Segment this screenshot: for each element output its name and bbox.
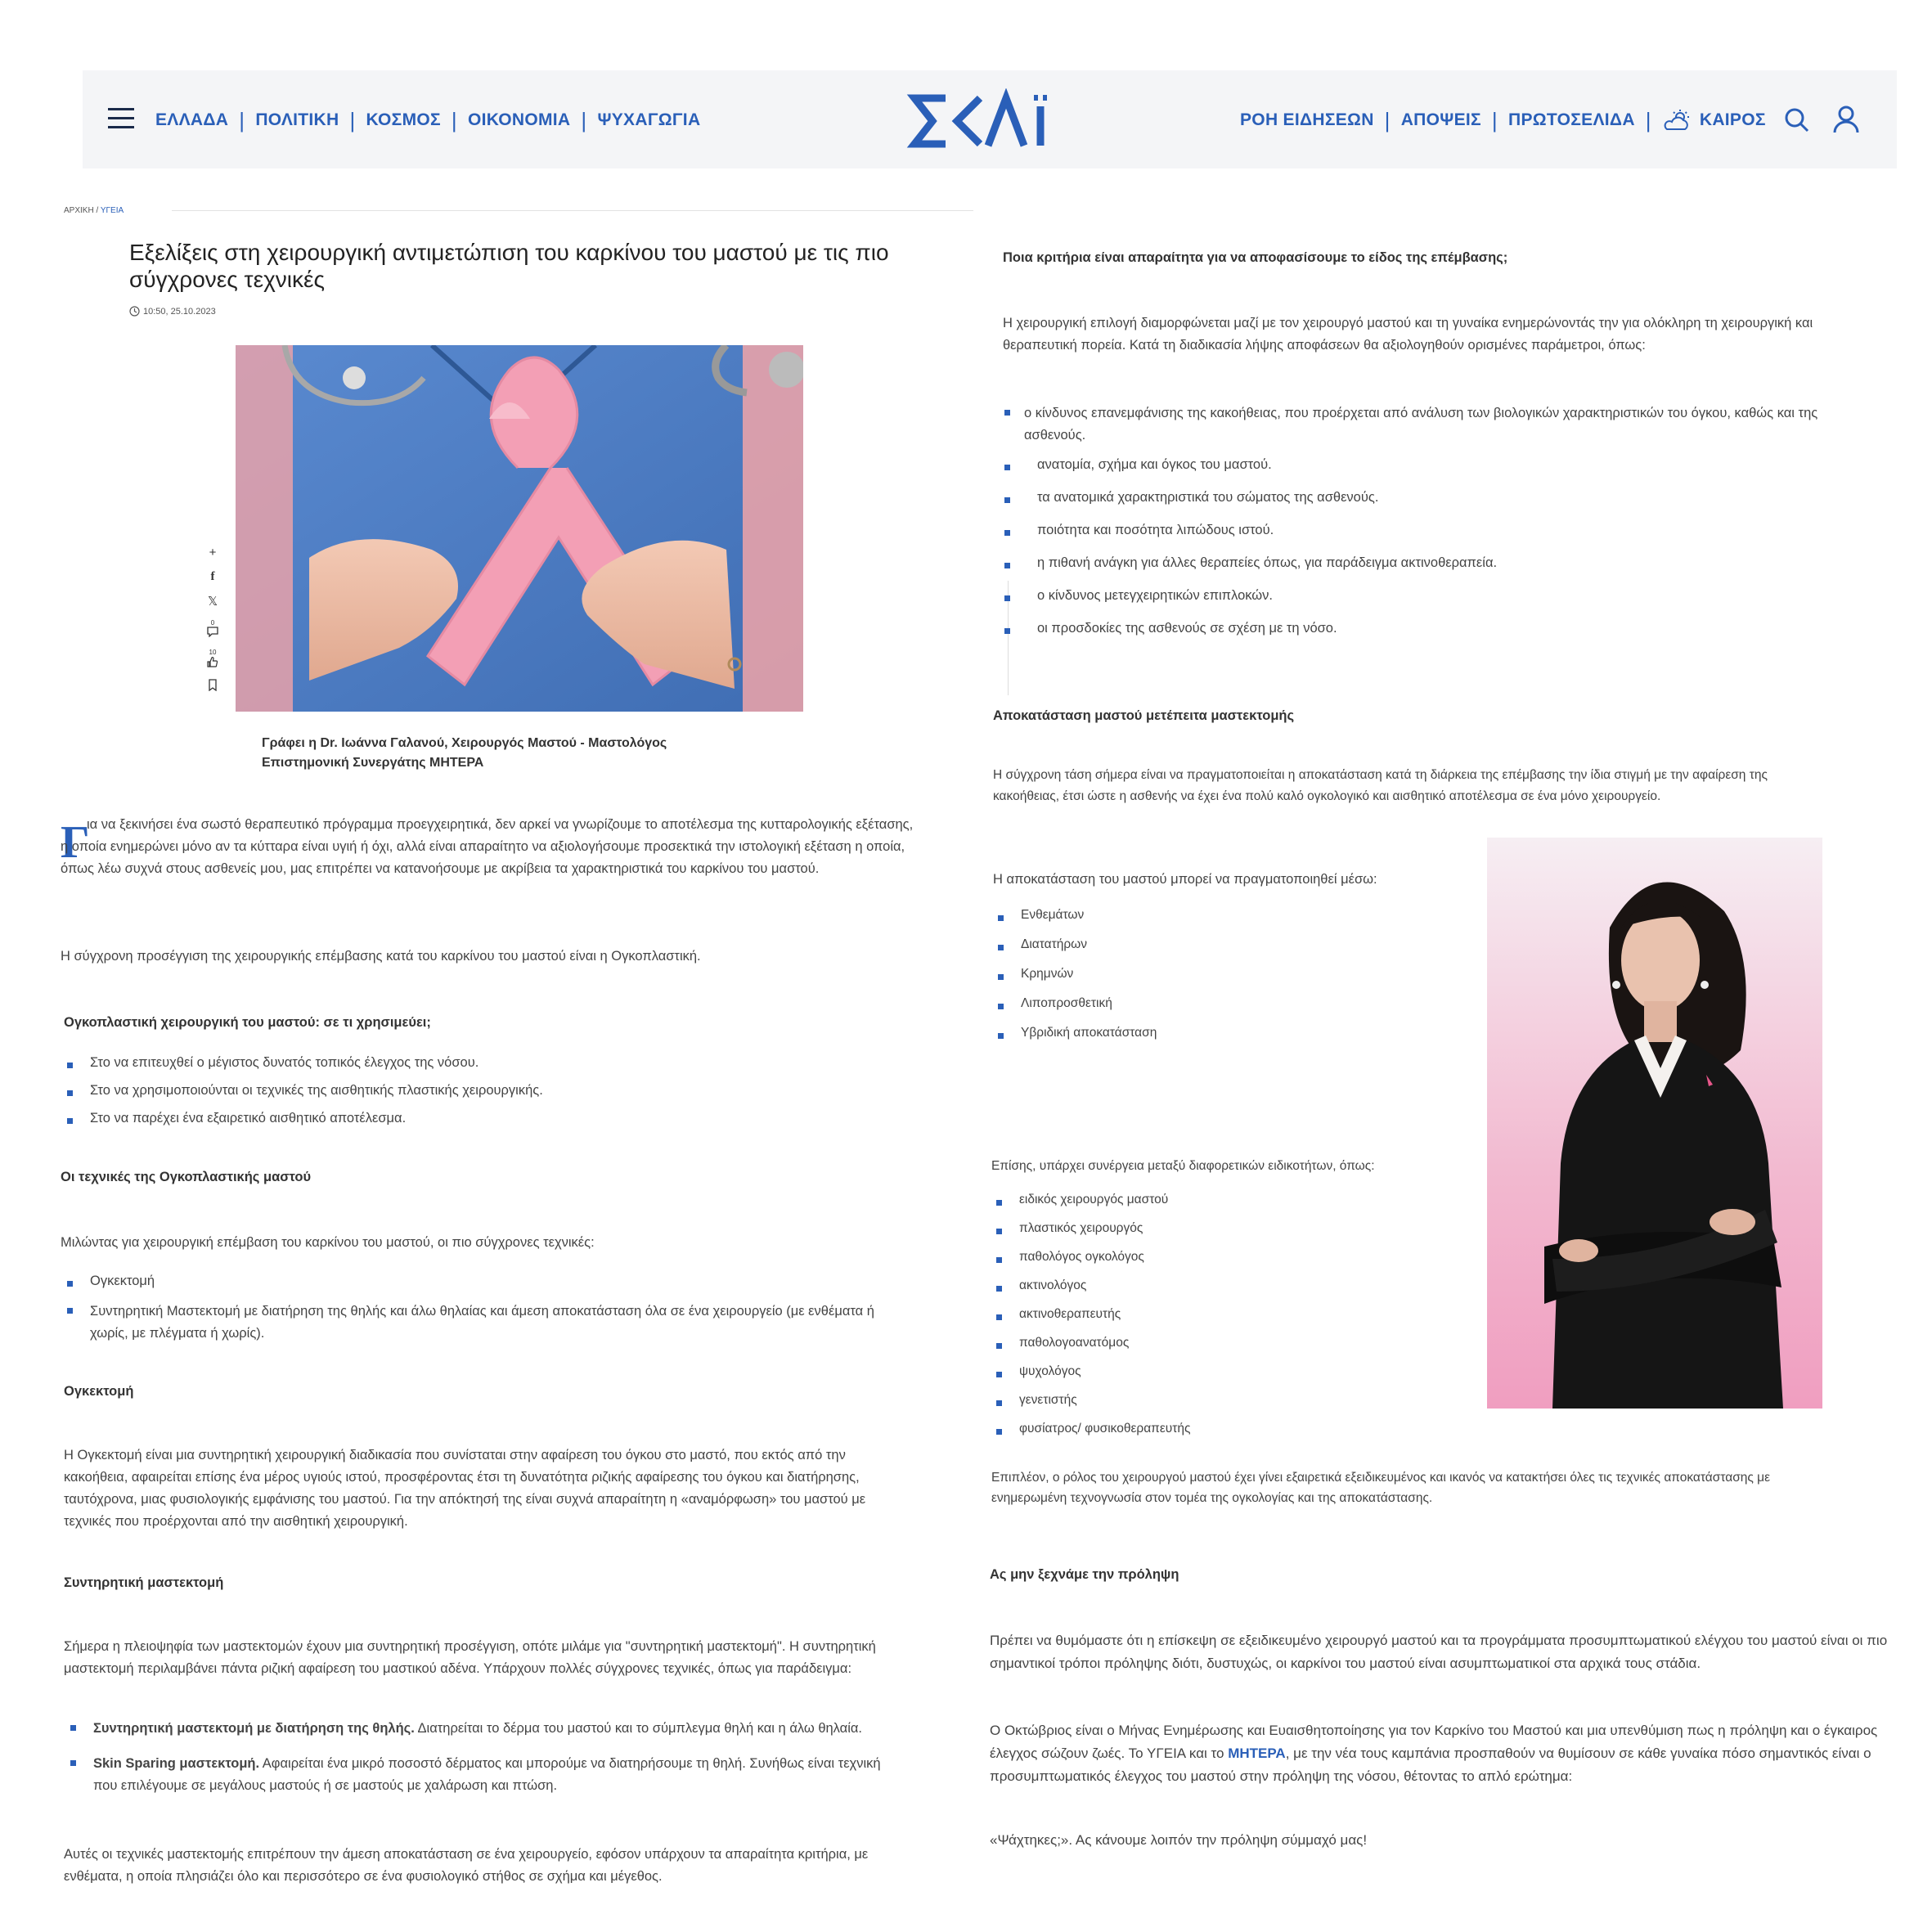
list-item: η πιθανή ανάγκη για άλλες θεραπείες όπως, για παράδειγμα ακτινοθεραπεία. — [1001, 555, 1844, 571]
recon-methods-paragraph: Η αποκατάσταση του μαστού μπορεί να πραγματοποιηθεί μέσω: — [993, 872, 1377, 887]
list-item: παθολογοανατόμος — [993, 1336, 1190, 1350]
list-item: Διατατήρων — [995, 937, 1157, 952]
article-title: Εξελίξεις στη χειρουργική αντιμετώπιση του καρκίνου του μαστού με τις πιο σύγχρονες τεχνικές — [129, 240, 889, 292]
secondary-nav: ΡΟΗ ΕΙΔΗΣΕΩΝ | ΑΠΟΨΕΙΣ | ΠΡΩΤΟΣΕΛΙΔΑ | ΚΑΙΡΟΣ — [1240, 107, 1766, 133]
list-item: ψυχολόγος — [993, 1364, 1190, 1379]
october-paragraph — [990, 1719, 1889, 1788]
heading-lumpectomy: Ογκεκτομή — [64, 1384, 134, 1399]
list-item: Στο να επιτευχθεί ο μέγιστος δυνατός τοπικός έλεγχος της νόσου. — [64, 1055, 931, 1071]
nav-politics[interactable]: ΠΟΛΙΤΙΚΗ — [255, 110, 339, 129]
conservative-paragraph: Σήμερα η πλειοψηφία των μαστεκτομών έχουν μια συντηρητική προσέγγιση, οπότε μιλάμε για "συντηρητική μαστεκτομή". Η συντηρητική μαστεκτομή περιλαμβάνει πάντα ριζική αφαίρεση του μαστικού αδένα. Υπάρχουν πολλές σύγχρονες τεχνικές, όπως για παράδειγμα: — [64, 1639, 876, 1676]
item-bold: Συντηρητική μαστεκτομή με διατήρηση της θηλής. — [93, 1721, 415, 1736]
list-item: παθολόγος ογκολόγος — [993, 1250, 1190, 1265]
list-item: Κρημνών — [995, 967, 1157, 982]
user-icon[interactable] — [1832, 105, 1860, 134]
list-item: Λιποπροσθετική — [995, 996, 1157, 1011]
list-item — [67, 1753, 901, 1797]
list-item: Στο να παρέχει ένα εξαιρετικό αισθητικό αποτέλεσμα. — [64, 1111, 931, 1126]
intro-paragraph: ια να ξεκινήσει ένα σωστό θεραπευτικό πρόγραμμα προεγχειρητικά, δεν αρκεί να γνωρίζουμε το αποτέλεσμα της κυτταρολογικής εξέτασης, η οποία ενημερώνει μόνο αν τα κύτταρα είναι υγιή ή όχι, αλλά είναι απαραίτητο να αξιολογήσουμε προσεκτικά την ιστολογική εξέταση η οποία, όπως λέω συχνά στους ασθενείς μου, μας επιτρέπει να κατανοήσουμε με ακρίβεια τα χαρακτηριστικά του καρκίνου του μαστού. — [61, 817, 914, 876]
datetime-text: 10:50, 25.10.2023 — [143, 306, 216, 317]
item-bold: Skin Sparing μαστεκτομή. — [93, 1756, 260, 1771]
item-text: Διατηρείται το δέρμα του μαστού και το σύμπλεγμα θηλή και η άλω θηλαία. — [414, 1721, 863, 1736]
divider — [172, 210, 973, 211]
synergy-paragraph: Επίσης, υπάρχει συνέργεια μεταξύ διαφορετικών ειδικοτήτων, όπως: — [991, 1159, 1375, 1173]
list-item: ακτινολόγος — [993, 1278, 1190, 1293]
conservative-list — [67, 1718, 901, 1797]
mitera-link[interactable]: ΜΗΤΕΡΑ — [1228, 1746, 1286, 1761]
caption-affiliation: Επιστημονική Συνεργάτης ΜΗΤΕΡΑ — [262, 756, 484, 770]
list-item: ο κίνδυνος επανεμφάνισης της κακοήθειας, που προέρχεται από ανάλυση των βιολογικών χαρακτηριστικών του όγκου, καθώς και της ασθενούς. — [1001, 402, 1844, 447]
nav-greece[interactable]: ΕΛΛΑΔΑ — [155, 110, 229, 129]
list-item: Ογκεκτομή — [64, 1274, 914, 1289]
nav-economy[interactable]: ΟΙΚΟΝΟΜΙΑ — [467, 110, 571, 129]
heading-reconstruction: Αποκατάσταση μαστού μετέπειτα μαστεκτομής — [993, 708, 1295, 723]
list-item: Ενθεμάτων — [995, 908, 1157, 923]
closing-paragraph: «Ψάχτηκες;». Ας κάνουμε λοιπόν την πρόληψη σύμμαχό μας! — [990, 1832, 1368, 1848]
list-item: πλαστικός χειρουργός — [993, 1221, 1190, 1236]
nav-newsfeed[interactable]: ΡΟΗ ΕΙΔΗΣΕΩΝ — [1240, 110, 1374, 129]
heading-conservative: Συντηρητική μαστεκτομή — [64, 1575, 224, 1590]
lumpectomy-paragraph: Η Ογκεκτομή είναι μια συντηρητική χειρουργική διαδικασία που συνίσταται στην αφαίρεση του όγκου στο μαστό, που εκτός από την κακοήθεια, αφαιρείται επίσης ένα μέρος υγιούς ιστού, προσφέροντας έτσι τη δυνατότητα ριζικής αφαίρεσης του όγκου και διατήρησης, ταυτόχρονα, μιας φυσιολογικής εμφάνισης του μαστού. Για την απόκτησή της είναι συχνά απαραίτητη η «αναμόρφωση» του μαστού με τεχνικές που προέρχονται από την αισθητική χειρουργική. — [64, 1448, 866, 1529]
likes-count: 10 — [209, 648, 217, 656]
breadcrumb-home[interactable]: ΑΡΧΙΚΗ — [64, 206, 94, 215]
criteria-list — [1001, 402, 1844, 636]
heading-prevention: Ας μην ξεχνάμε την πρόληψη — [990, 1567, 1179, 1582]
list-item: ο κίνδυνος μετεγχειρητικών επιπλοκών. — [1001, 588, 1844, 604]
breadcrumb — [64, 206, 124, 215]
list-item: ποιότητα και ποσότητα λιπώδους ιστού. — [1001, 523, 1844, 538]
list-item: Συντηρητική Μαστεκτομή με διατήρηση της θηλής και άλω θηλαίας και άμεση αποκατάσταση όλα σε ένα χειρουργείο (με ενθέματα ή χωρίς, με πλέγματα ή χωρίς). — [64, 1301, 914, 1345]
list-item: Στο να χρησιμοποιούνται οι τεχνικές της αισθητικής πλαστικής χειρουργικής. — [64, 1083, 931, 1099]
list-item: ανατομία, σχήμα και όγκος του μαστού. — [1001, 457, 1844, 473]
hero-image-pink-ribbon — [236, 345, 803, 712]
heading-criteria: Ποια κριτήρια είναι απαραίτητα για να αποφασίσουμε το είδος της επέμβασης; — [1003, 250, 1508, 265]
heading-oncoplastic: Ογκοπλαστική χειρουργική του μαστού: σε τι χρησιμεύει; — [64, 1015, 431, 1030]
nav-world[interactable]: ΚΟΣΜΟΣ — [366, 110, 441, 129]
hand-icon — [207, 656, 218, 667]
item-text: Αφαιρείται ένα μικρό ποσοστό δέρματος και μπορούμε να διατηρήσουμε τη θηλή. Συνήθως είναι τεχνική που επιλέγουμε σε μεγάλους μαστούς ή σε μαστούς με χαλάρωση και πτώση. — [93, 1756, 881, 1793]
article-datetime — [129, 306, 216, 317]
plus-icon[interactable]: + — [209, 545, 217, 559]
x-icon[interactable]: 𝕏 — [207, 595, 218, 609]
list-item: ακτινοθεραπευτής — [993, 1307, 1190, 1322]
comment-icon — [207, 627, 218, 637]
techniques-paragraph: Μιλώντας για χειρουργική επέμβαση του καρκίνου του μαστού, οι πιο σύγχρονες τεχνικές: — [61, 1235, 595, 1250]
list-item: Υβριδική αποκατάσταση — [995, 1026, 1157, 1040]
techniques-list — [64, 1274, 914, 1345]
role-paragraph: Επιπλέον, ο ρόλος του χειρουργού μαστού έχει γίνει εξαιρετικά εξειδικευμένος και ικανός να κατακτήσει όλες τις τεχνικές αποκατάστασης με ενημερωμένη τεχνογνωσία στον τομέα της ογκολογίας και της αποκατάστασης. — [991, 1471, 1770, 1505]
list-item: τα ανατομικά χαρακτηριστικά του σώματος της ασθενούς. — [1001, 490, 1844, 505]
image-caption — [262, 734, 753, 773]
october-text-b: , με την νέα τους καμπάνια προσπαθούν να θυμίσουν σε κάθε γυναίκα πόσο σημαντικός είναι ο προσυμπτωματικός έλεγχος του μαστού στην πρόληψη της νόσου, θέτοντας το απλό ερώτημα: — [990, 1746, 1871, 1784]
heading-techniques: Οι τεχνικές της Ογκοπλαστικής μαστού — [61, 1170, 312, 1184]
weather-icon — [1662, 109, 1695, 132]
nav-weather[interactable] — [1662, 109, 1766, 132]
nav-opinions[interactable]: ΑΠΟΨΕΙΣ — [1400, 110, 1481, 129]
comments-button[interactable] — [203, 613, 222, 643]
criteria-paragraph: Η χειρουργική επιλογή διαμορφώνεται μαζί με τον χειρουργό μαστού και τη γυναίκα ενημερώνοντάς την για ολόκληρη τη χειρουργική και θεραπευτική πορεία. Κατά τη διαδικασία λήψης αποφάσεων θα αξιολογηθούν ορισμένες παράμετροι, όπως: — [1003, 316, 1813, 353]
weather-label: ΚΑΙΡΟΣ — [1699, 110, 1766, 129]
search-icon[interactable] — [1783, 106, 1811, 134]
recon-methods-list — [995, 908, 1157, 1040]
approach-paragraph: Η σύγχρονη προσέγγιση της χειρουργικής επέμβασης κατά του καρκίνου του μαστού είναι η Ογκοπλαστική. — [61, 949, 701, 964]
breadcrumb-separator: / — [96, 206, 99, 215]
list-item: φυσίατρος/ φυσικοθεραπευτής — [993, 1422, 1190, 1436]
list-item — [67, 1718, 901, 1740]
synergy-list — [993, 1193, 1190, 1436]
skai-logo[interactable] — [906, 88, 1070, 154]
prevention-paragraph: Πρέπει να θυμόμαστε ότι η επίσκεψη σε εξειδικευμένο χειρουργό μαστού και τα προγράμματα προσυμπτωματικού ελέγχου του μαστού είναι οι πιο σημαντικοί τρόποι πρόληψης διότι, δυστυχώς, οι καρκίνοι του μαστού είναι ασυμπτωματικοί στα αρχικά τους στάδια. — [990, 1633, 1888, 1671]
reconstruction-paragraph: Η σύγχρονη τάση σήμερα είναι να πραγματοποιείται η αποκατάσταση κατά τη διάρκεια της επέμβασης την ίδια στιγμή με την αφαίρεση της κακοήθειας, έτσι ώστε η ασθενής να έχει ένα πολύ καλό ογκολογικό και αισθητικό αποτέλεσμα σε ένα μόνο χειρουργείο. — [993, 768, 1768, 803]
main-nav: ΕΛΛΑΔΑ | ΠΟΛΙΤΙΚΗ | ΚΟΣΜΟΣ | ΟΙΚΟΝΟΜΙΑ | ΨΥΧΑΓΩΓΙΑ — [155, 107, 701, 133]
facebook-icon[interactable]: f — [210, 569, 215, 583]
conservative-end-paragraph: Αυτές οι τεχνικές μαστεκτομής επιτρέπουν την άμεση αποκατάσταση σε ένα χειρουργείο, εφόσον υπάρχουν τα απαραίτητα κριτήρια, με ενθέματα, η οποία πλησιάζει όλο και περισσότερο σε ένα φυσιολογικό στήθος σε σχήμα και μέγεθος. — [64, 1847, 869, 1884]
list-item: οι προσδοκίες της ασθενούς σε σχέση με τη νόσο. — [1001, 621, 1844, 636]
like-button[interactable] — [203, 643, 222, 672]
nav-entertainment[interactable]: ΨΥΧΑΓΩΓΙΑ — [597, 110, 701, 129]
list-item: γενετιστής — [993, 1393, 1190, 1408]
clock-icon — [129, 306, 140, 317]
comments-count: 0 — [210, 619, 215, 627]
october-text-a: Ο Οκτώβριος είναι ο Μήνας Ενημέρωσης και Ευαισθητοποίησης για τον Καρκίνο του Μαστού και μια υπενθύμιση πως η πρόληψη και ο έγκαιρος έλεγχος σώζουν ζωές. Το ΥΓΕΙΑ και το — [990, 1723, 1878, 1761]
oncoplastic-list — [64, 1055, 931, 1126]
share-rail — [203, 540, 222, 697]
bookmark-icon[interactable] — [203, 672, 222, 697]
menu-icon[interactable] — [108, 108, 134, 129]
dropcap: Γ — [61, 817, 90, 868]
breadcrumb-current[interactable]: ΥΓΕΙΑ — [100, 206, 124, 215]
list-item: ειδικός χειρουργός μαστού — [993, 1193, 1190, 1207]
caption-author: Γράφει η Dr. Ιωάννα Γαλανού, Χειρουργός Μαστού - Μαστολόγος — [262, 736, 667, 750]
author-portrait-image — [1487, 838, 1822, 1409]
nav-frontpages[interactable]: ΠΡΩΤΟΣΕΛΙΔΑ — [1507, 110, 1635, 129]
